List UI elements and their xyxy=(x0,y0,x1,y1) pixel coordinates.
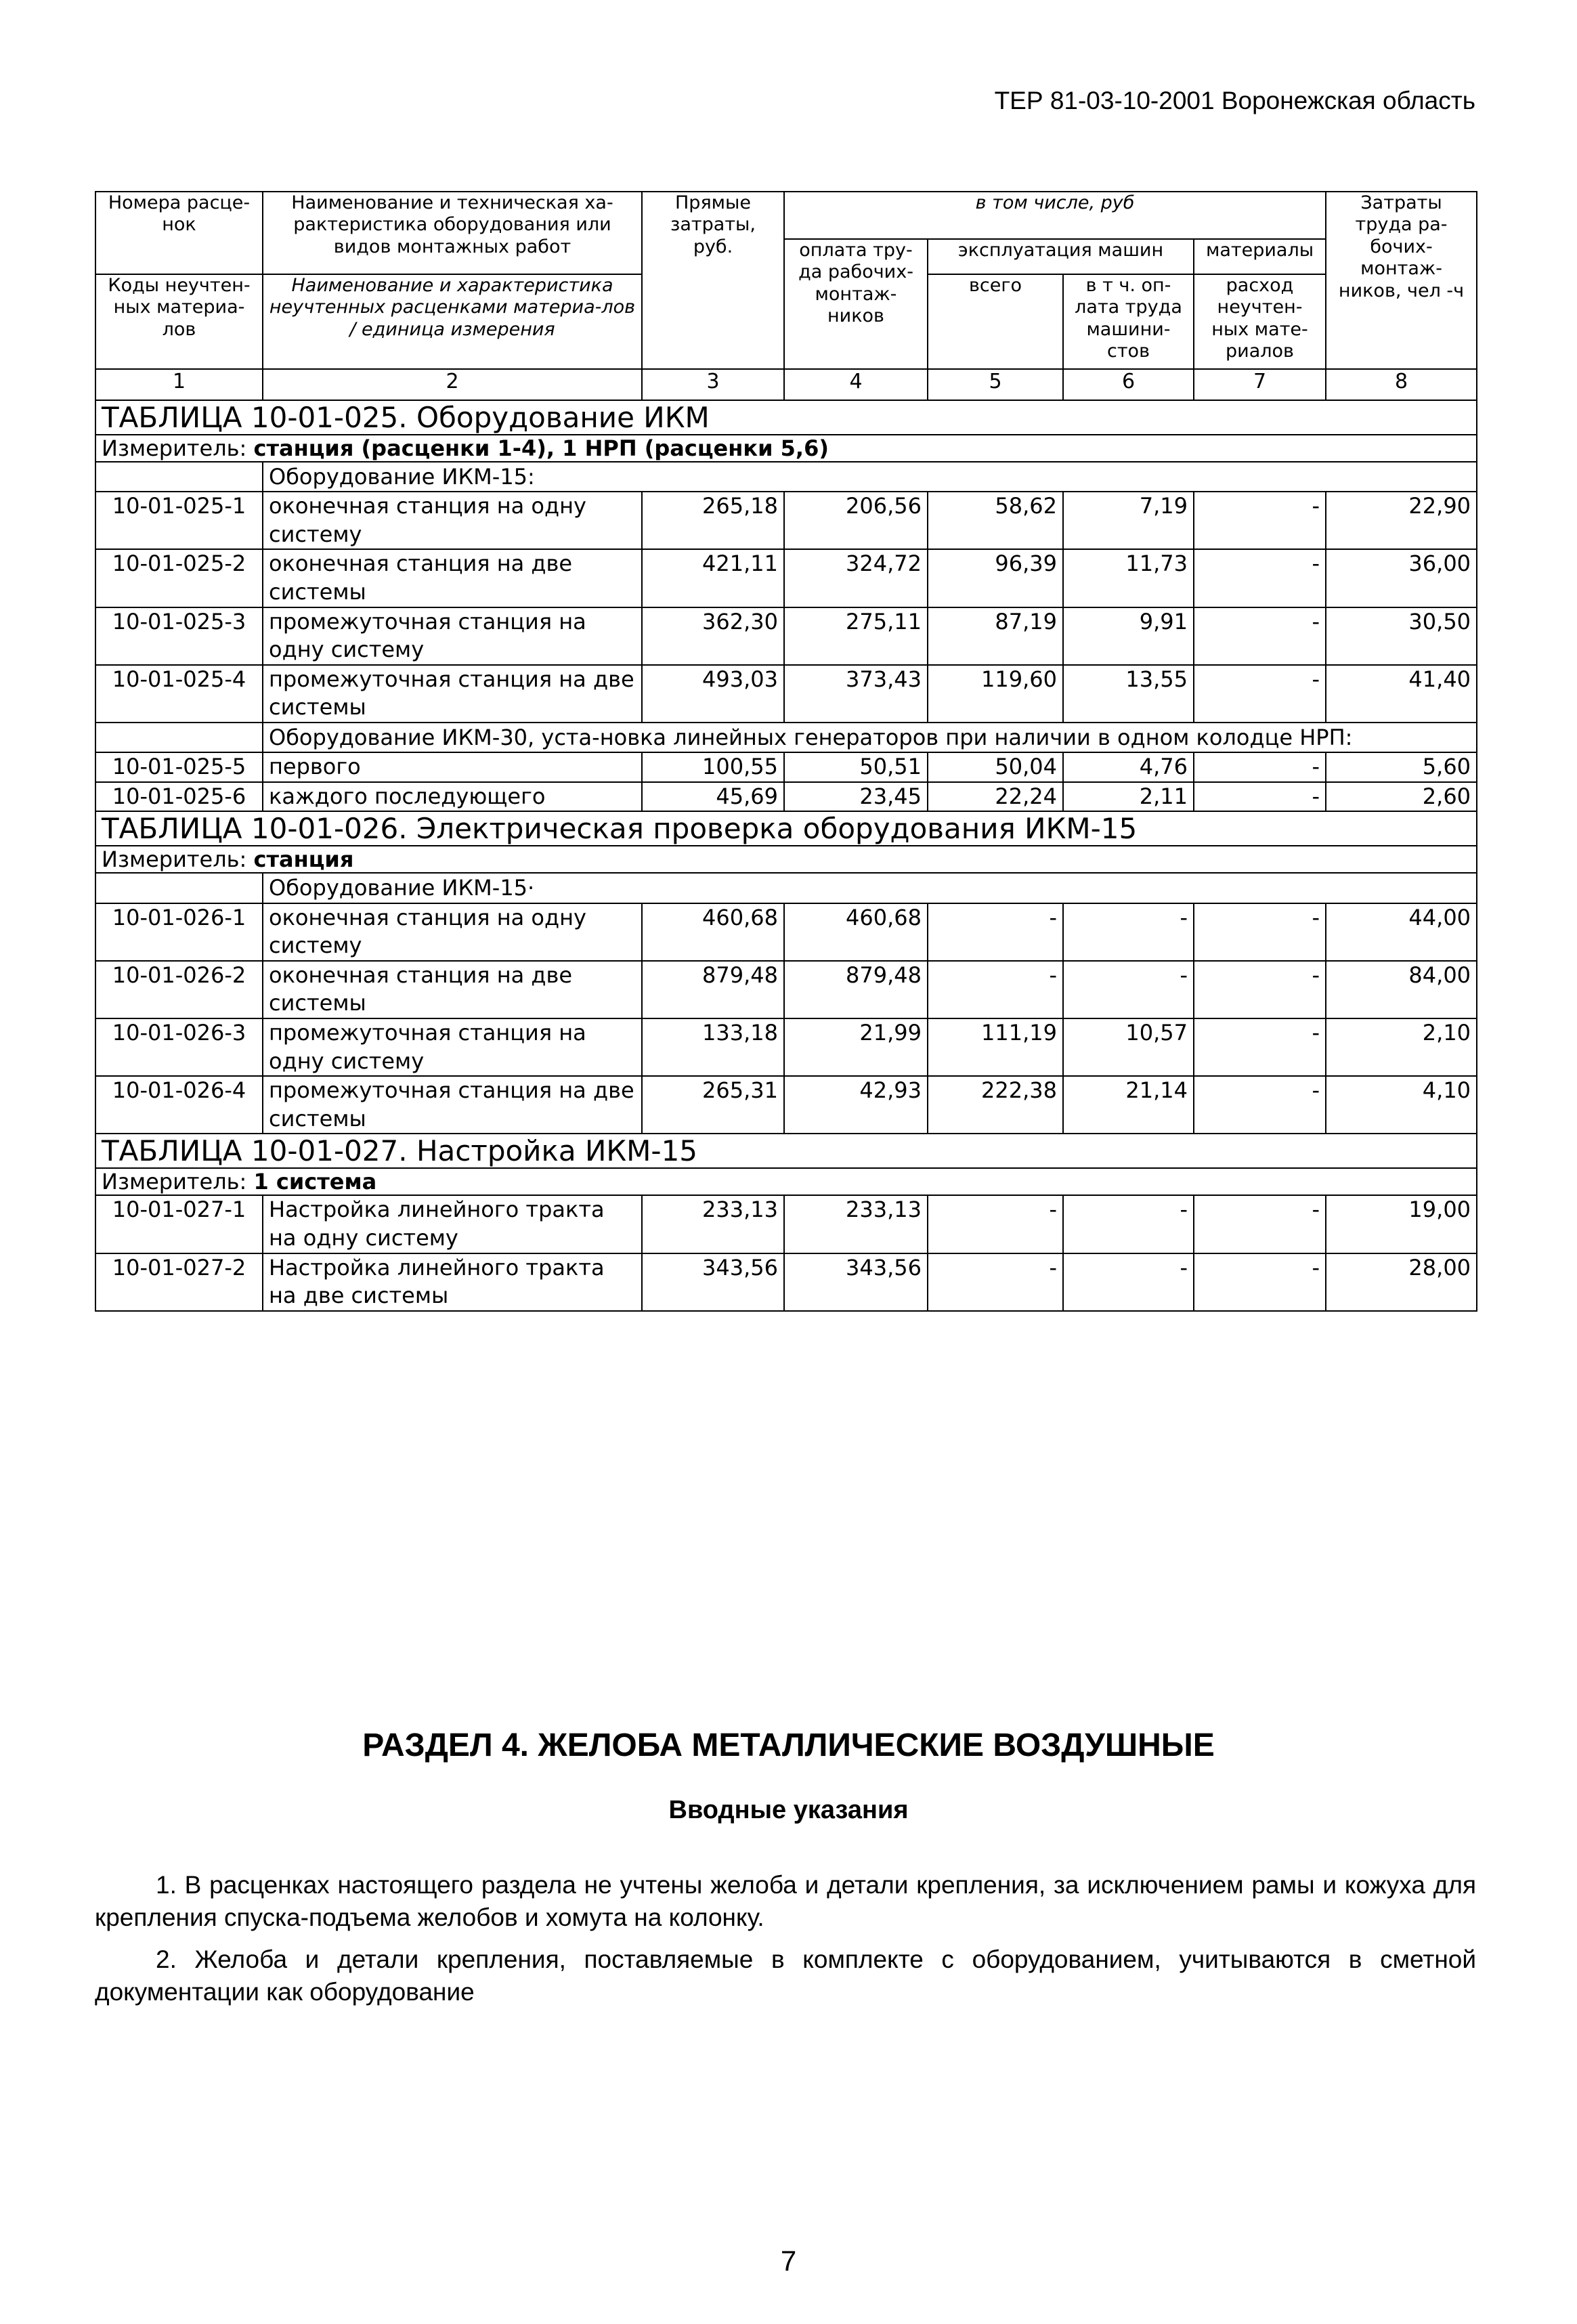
section-title: РАЗДЕЛ 4. ЖЕЛОБА МЕТАЛЛИЧЕСКИЕ ВОЗДУШНЫЕ xyxy=(362,1727,1215,1763)
cell-mach-labor: 10,57 xyxy=(1063,1018,1194,1076)
cell-labor: 206,56 xyxy=(784,492,928,549)
header-material-names: Наименование и характеристика неучтенных расценками материа-лов / единица измерения xyxy=(263,274,642,369)
group-name: Оборудование ИКМ-30, уста-новка линейных генераторов при наличии в одном колодце НРП: xyxy=(263,723,1477,752)
intro-paragraph-2-text: 2. Желоба и детали крепления, поставляемые в комплекте с оборудованием, учитываются в сметной документации как оборудование xyxy=(95,1945,1476,2006)
cell-labor: 343,56 xyxy=(784,1253,928,1311)
cell-labor: 50,51 xyxy=(784,752,928,782)
cell-mach-labor: 2,11 xyxy=(1063,782,1194,812)
cell-labor: 42,93 xyxy=(784,1076,928,1134)
cell-materials: - xyxy=(1194,665,1326,723)
cell-direct: 45,69 xyxy=(642,782,784,812)
cell-materials: - xyxy=(1194,961,1326,1018)
table-title: ТАБЛИЦА 10-01-026. Электрическая проверка оборудования ИКМ-15 xyxy=(95,811,1477,846)
rate-name: первого xyxy=(263,752,642,782)
header-machines: эксплуатация машин xyxy=(928,239,1194,274)
cell-materials: - xyxy=(1194,1076,1326,1134)
table-row xyxy=(95,782,1477,812)
cell-mach-total: 58,62 xyxy=(928,492,1063,549)
column-number: 5 xyxy=(928,369,1063,400)
column-number: 1 xyxy=(95,369,263,400)
rate-code: 10-01-027-2 xyxy=(95,1253,263,1311)
meter-label: Измеритель: xyxy=(102,435,254,461)
rate-name: оконечная станция на одну систему xyxy=(263,903,642,961)
intro-paragraph-1 xyxy=(95,1869,1476,1934)
table-meter xyxy=(95,846,1477,873)
cell-mach-labor: 11,73 xyxy=(1063,549,1194,607)
cell-labor-hours: 28,00 xyxy=(1326,1253,1477,1311)
cell-materials: - xyxy=(1194,1195,1326,1253)
cell-direct: 100,55 xyxy=(642,752,784,782)
meter-value: станция xyxy=(253,846,354,873)
header-rate-numbers: Номера расце-нок xyxy=(95,192,263,274)
header-machines-total: всего xyxy=(928,274,1063,369)
cell-direct: 493,03 xyxy=(642,665,784,723)
cell-direct: 460,68 xyxy=(642,903,784,961)
column-number: 4 xyxy=(784,369,928,400)
cell-mach-labor: 4,76 xyxy=(1063,752,1194,782)
cell-labor-hours: 84,00 xyxy=(1326,961,1477,1018)
cell-mach-total: - xyxy=(928,903,1063,961)
cell-direct: 233,13 xyxy=(642,1195,784,1253)
cell-mach-total: 87,19 xyxy=(928,607,1063,665)
column-number: 2 xyxy=(263,369,642,400)
meter-row xyxy=(95,846,1477,873)
header-work-name: Наименование и техническая ха-рактеристика оборудования или видов монтажных работ xyxy=(263,192,642,274)
cell-direct: 362,30 xyxy=(642,607,784,665)
rate-name: Настройка линейного тракта на две системы xyxy=(263,1253,642,1311)
group-row xyxy=(95,462,1477,492)
rate-name: промежуточная станция на две системы xyxy=(263,1076,642,1134)
cell-mach-labor: 9,91 xyxy=(1063,607,1194,665)
column-number: 7 xyxy=(1194,369,1326,400)
cell-mach-total: 50,04 xyxy=(928,752,1063,782)
rate-code: 10-01-026-3 xyxy=(95,1018,263,1076)
table-row xyxy=(95,1076,1477,1134)
table-title: ТАБЛИЦА 10-01-027. Настройка ИКМ-15 xyxy=(95,1134,1477,1168)
header-machinist-pay: в т ч. оп-лата труда машини-стов xyxy=(1063,274,1194,369)
rate-code: 10-01-025-2 xyxy=(95,549,263,607)
table-row xyxy=(95,492,1477,549)
table-meter xyxy=(95,1168,1477,1195)
table-title-row xyxy=(95,811,1477,846)
cell-labor-hours: 30,50 xyxy=(1326,607,1477,665)
header-labor-hours: Затраты труда ра-бочих-монтаж-ников, чел -ч xyxy=(1326,192,1477,369)
header-incl-group: в том числе, руб xyxy=(784,192,1326,239)
cell-labor: 21,99 xyxy=(784,1018,928,1076)
cell-direct: 343,56 xyxy=(642,1253,784,1311)
intro-paragraph-2 xyxy=(95,1943,1476,2008)
group-name: Оборудование ИКМ-15· xyxy=(263,873,1477,903)
rate-code: 10-01-026-2 xyxy=(95,961,263,1018)
section-subtitle: Вводные указания xyxy=(668,1796,909,1824)
rate-name: оконечная станция на одну систему xyxy=(263,492,642,549)
cell-mach-total: 222,38 xyxy=(928,1076,1063,1134)
cell-materials: - xyxy=(1194,782,1326,812)
cell-labor-hours: 36,00 xyxy=(1326,549,1477,607)
group-row xyxy=(95,723,1477,752)
cell-materials: - xyxy=(1194,903,1326,961)
rate-code: 10-01-026-1 xyxy=(95,903,263,961)
cell-labor-hours: 2,10 xyxy=(1326,1018,1477,1076)
header-materials: материалы xyxy=(1194,239,1326,274)
column-numbers-row xyxy=(95,369,1477,400)
cell-labor-hours: 22,90 xyxy=(1326,492,1477,549)
rate-name: оконечная станция на две системы xyxy=(263,961,642,1018)
meter-value: станция (расценки 1-4), 1 НРП (расценки 5,6) xyxy=(253,435,829,461)
rate-code: 10-01-025-1 xyxy=(95,492,263,549)
cell-labor: 233,13 xyxy=(784,1195,928,1253)
cell-direct: 879,48 xyxy=(642,961,784,1018)
rate-name: каждого последующего xyxy=(263,782,642,812)
table-title-row xyxy=(95,1134,1477,1168)
cell-materials: - xyxy=(1194,1018,1326,1076)
cell-materials: - xyxy=(1194,607,1326,665)
cell-mach-labor: - xyxy=(1063,1195,1194,1253)
meter-value: 1 система xyxy=(253,1169,377,1195)
table-row xyxy=(95,1253,1477,1311)
table-row xyxy=(95,549,1477,607)
rate-name: оконечная станция на две системы xyxy=(263,549,642,607)
rate-code: 10-01-025-6 xyxy=(95,782,263,812)
cell-mach-labor: - xyxy=(1063,903,1194,961)
header-direct-costs: Прямые затраты, руб. xyxy=(642,192,784,369)
rate-name: промежуточная станция на одну систему xyxy=(263,607,642,665)
table-row xyxy=(95,903,1477,961)
cell-labor: 373,43 xyxy=(784,665,928,723)
header-material-codes: Коды неучтен-ных материа-лов xyxy=(95,274,263,369)
cell-materials: - xyxy=(1194,549,1326,607)
cell-mach-total: - xyxy=(928,1253,1063,1311)
rate-code: 10-01-027-1 xyxy=(95,1195,263,1253)
meter-row xyxy=(95,1168,1477,1195)
meter-label: Измеритель: xyxy=(102,846,254,873)
rate-name: Настройка линейного тракта на одну систему xyxy=(263,1195,642,1253)
rate-name: промежуточная станция на две системы xyxy=(263,665,642,723)
column-number: 6 xyxy=(1063,369,1194,400)
cell-labor: 324,72 xyxy=(784,549,928,607)
rate-code: 10-01-025-3 xyxy=(95,607,263,665)
meter-row xyxy=(95,435,1477,462)
table-row xyxy=(95,961,1477,1018)
cell-labor-hours: 2,60 xyxy=(1326,782,1477,812)
cell-mach-labor: 13,55 xyxy=(1063,665,1194,723)
cell-labor-hours: 44,00 xyxy=(1326,903,1477,961)
table-row xyxy=(95,752,1477,782)
cell-mach-total: 22,24 xyxy=(928,782,1063,812)
table-row xyxy=(95,607,1477,665)
group-code-empty xyxy=(95,462,263,492)
cell-direct: 265,18 xyxy=(642,492,784,549)
rate-name: промежуточная станция на одну систему xyxy=(263,1018,642,1076)
cell-mach-total: 119,60 xyxy=(928,665,1063,723)
cell-labor-hours: 19,00 xyxy=(1326,1195,1477,1253)
rate-code: 10-01-025-4 xyxy=(95,665,263,723)
table-row xyxy=(95,1018,1477,1076)
group-code-empty xyxy=(95,723,263,752)
document-header: ТЕР 81-03-10-2001 Воронежская область xyxy=(994,87,1475,114)
table-meter xyxy=(95,435,1477,462)
group-code-empty xyxy=(95,873,263,903)
column-number: 3 xyxy=(642,369,784,400)
meter-label: Измеритель: xyxy=(102,1169,254,1195)
cell-mach-total: - xyxy=(928,1195,1063,1253)
cell-mach-labor: - xyxy=(1063,961,1194,1018)
cell-labor: 23,45 xyxy=(784,782,928,812)
rate-code: 10-01-025-5 xyxy=(95,752,263,782)
cell-mach-total: - xyxy=(928,961,1063,1018)
table-title: ТАБЛИЦА 10-01-025. Оборудование ИКМ xyxy=(95,400,1477,435)
column-number: 8 xyxy=(1326,369,1477,400)
cell-mach-total: 111,19 xyxy=(928,1018,1063,1076)
table-row xyxy=(95,665,1477,723)
cell-labor-hours: 41,40 xyxy=(1326,665,1477,723)
cell-mach-labor: 21,14 xyxy=(1063,1076,1194,1134)
cell-direct: 265,31 xyxy=(642,1076,784,1134)
cell-labor: 460,68 xyxy=(784,903,928,961)
cell-materials: - xyxy=(1194,492,1326,549)
group-row xyxy=(95,873,1477,903)
table-title-row xyxy=(95,400,1477,435)
header-labor-pay: оплата тру-да рабочих-монтаж-ников xyxy=(784,239,928,369)
cell-direct: 133,18 xyxy=(642,1018,784,1076)
group-name: Оборудование ИКМ-15: xyxy=(263,462,1477,492)
table-row xyxy=(95,1195,1477,1253)
cell-labor: 879,48 xyxy=(784,961,928,1018)
cell-mach-labor: 7,19 xyxy=(1063,492,1194,549)
cell-materials: - xyxy=(1194,1253,1326,1311)
page-number: 7 xyxy=(780,2245,797,2277)
cell-materials: - xyxy=(1194,752,1326,782)
cell-labor: 275,11 xyxy=(784,607,928,665)
cell-direct: 421,11 xyxy=(642,549,784,607)
cell-labor-hours: 5,60 xyxy=(1326,752,1477,782)
cell-mach-total: 96,39 xyxy=(928,549,1063,607)
header-unaccounted-materials: расход неучтен-ных мате-риалов xyxy=(1194,274,1326,369)
rates-table xyxy=(95,191,1477,1312)
cell-mach-labor: - xyxy=(1063,1253,1194,1311)
cell-labor-hours: 4,10 xyxy=(1326,1076,1477,1134)
intro-paragraph-1-text: 1. В расценках настоящего раздела не учтены желоба и детали крепления, за исключением рамы и кожуха для крепления спуска-подъема желобов и хомута на колонку. xyxy=(95,1871,1476,1932)
rate-code: 10-01-026-4 xyxy=(95,1076,263,1134)
